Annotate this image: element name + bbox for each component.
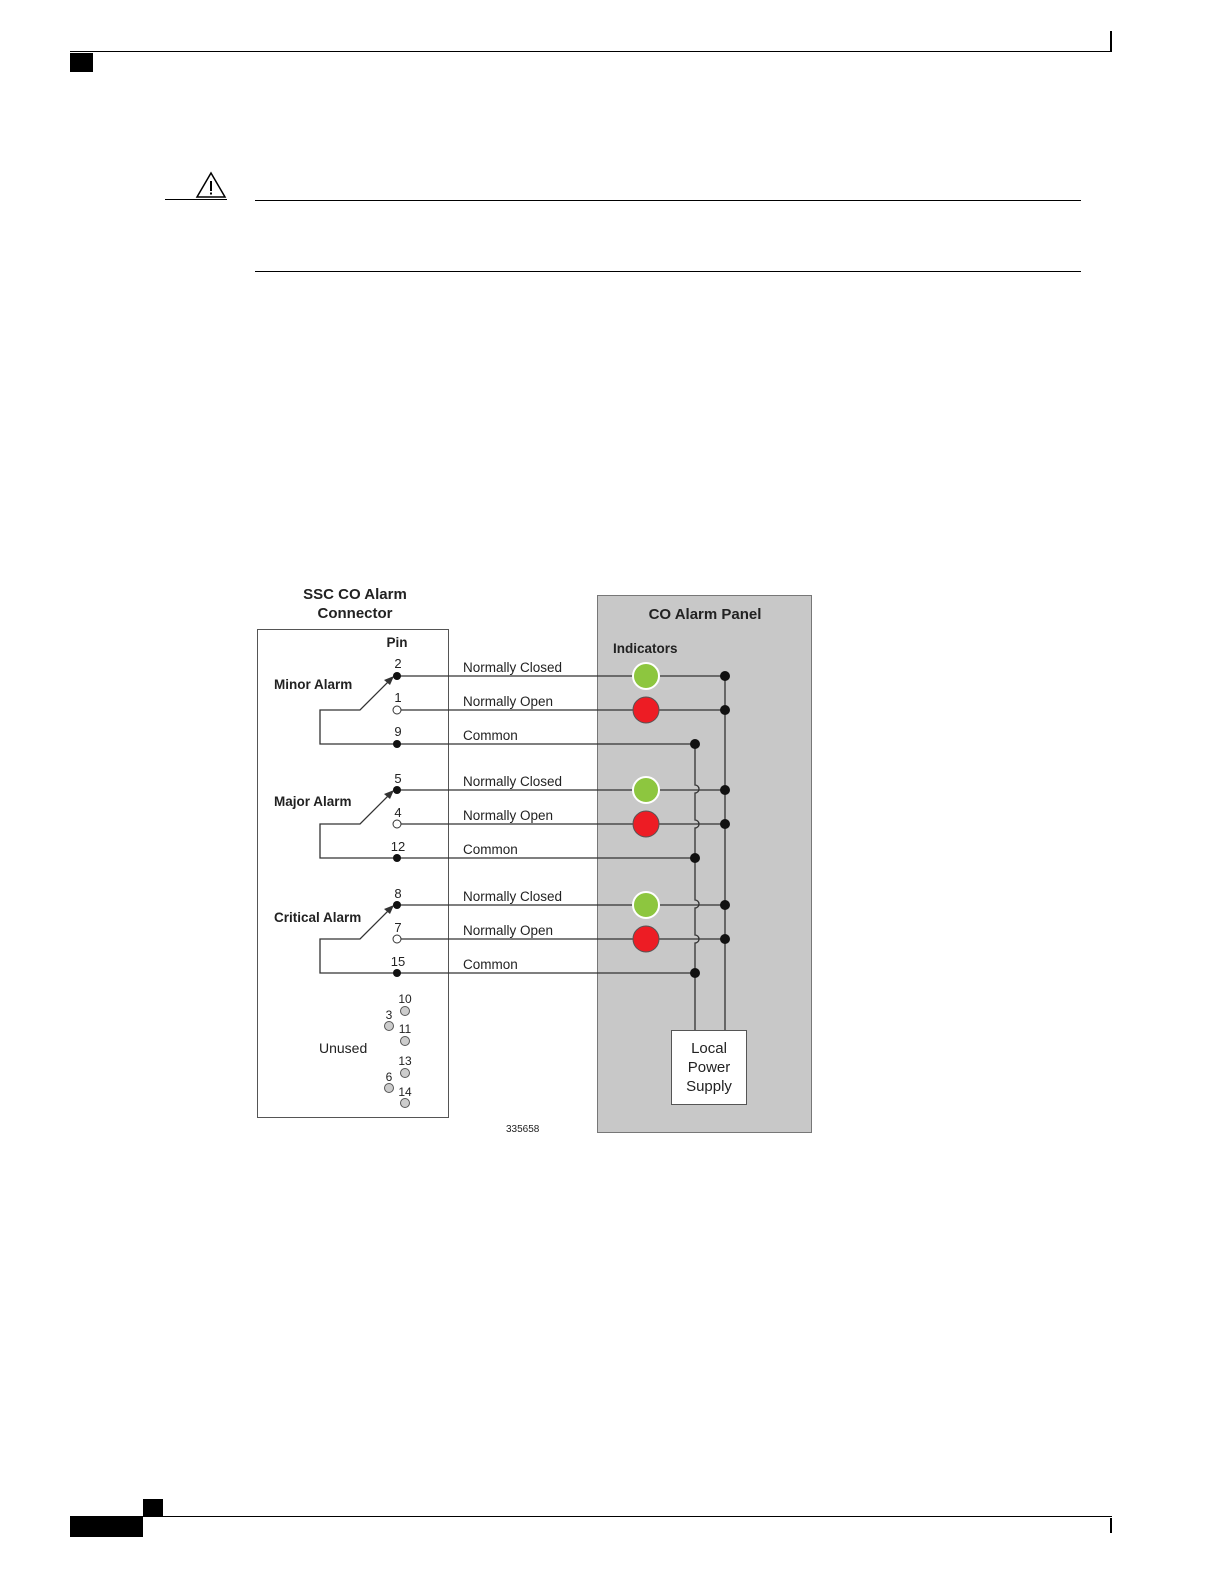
- pin-dot: [393, 786, 401, 794]
- unused-pin-dot: [385, 1084, 394, 1093]
- pin-dot: [393, 854, 401, 862]
- wire-label-normally-open: Normally Open: [463, 694, 554, 709]
- pin-number: 9: [394, 724, 402, 739]
- wire-label-normally-closed: Normally Closed: [463, 774, 563, 789]
- pin-dot: [393, 901, 401, 909]
- figure-id: 335658: [506, 1124, 540, 1135]
- junction-dot: [720, 671, 730, 681]
- pin-number: 12: [390, 839, 406, 854]
- wire-label-common: Common: [463, 957, 518, 972]
- group-label-minor: Minor Alarm: [274, 677, 353, 692]
- indicator-green: [633, 663, 659, 689]
- footer-rule: [70, 1516, 1112, 1517]
- pin-header: Pin: [386, 635, 408, 650]
- panel-title: CO Alarm Panel: [648, 606, 762, 623]
- unused-pin-dot: [385, 1022, 394, 1031]
- power-supply-line3: Supply: [686, 1078, 732, 1095]
- pin-dot: [393, 969, 401, 977]
- wire-label-normally-closed: Normally Closed: [463, 889, 563, 904]
- wire-label-common: Common: [463, 842, 518, 857]
- wire-label-common: Common: [463, 728, 518, 743]
- junction-dot: [720, 705, 730, 715]
- footer-page-block-small: [143, 1499, 163, 1516]
- caution-icon-rule: [165, 199, 227, 200]
- wire-label-normally-open: Normally Open: [463, 808, 554, 823]
- pin-number: 2: [394, 656, 402, 671]
- pin-number: 15: [390, 954, 406, 969]
- junction-dot: [720, 785, 730, 795]
- header-chapter-block: [70, 53, 93, 72]
- unused-label: Unused: [319, 1040, 368, 1056]
- wire-label-normally-open: Normally Open: [463, 923, 554, 938]
- caution-warning-icon: [195, 171, 227, 199]
- wire-label-normally-closed: Normally Closed: [463, 660, 563, 675]
- junction-dot: [720, 819, 730, 829]
- pin-dot-open: [393, 706, 401, 714]
- pin-number: 4: [394, 805, 402, 820]
- indicator-green: [633, 892, 659, 918]
- unused-pin-number: 13: [398, 1054, 412, 1068]
- unused-pin-number: 6: [385, 1070, 393, 1084]
- header-rule: [70, 51, 1112, 52]
- unused-pin-number: 14: [398, 1085, 412, 1099]
- header-tick-mark: [1110, 31, 1112, 52]
- indicator-green: [633, 777, 659, 803]
- caution-top-rule: [255, 200, 1081, 201]
- pin-dot-open: [393, 820, 401, 828]
- pin-dot-open: [393, 935, 401, 943]
- connector-title-line1: SSC CO Alarm: [303, 586, 407, 603]
- pin-number: 8: [394, 886, 402, 901]
- pin-number: 1: [394, 690, 402, 705]
- footer-tick-mark: [1110, 1518, 1112, 1533]
- unused-pin-dot: [401, 1099, 410, 1108]
- indicator-red: [633, 811, 659, 837]
- indicator-red: [633, 697, 659, 723]
- caution-bottom-rule: [255, 271, 1081, 272]
- junction-dot: [690, 853, 700, 863]
- pin-dot: [393, 672, 401, 680]
- junction-dot: [690, 739, 700, 749]
- indicators-label: Indicators: [613, 641, 678, 656]
- group-label-major: Major Alarm: [274, 794, 352, 809]
- unused-pin-number: 3: [385, 1008, 393, 1022]
- unused-pin-number: 10: [398, 992, 412, 1006]
- junction-dot: [720, 934, 730, 944]
- pin-number: 7: [394, 920, 402, 935]
- junction-dot: [720, 900, 730, 910]
- power-supply-line1: Local: [691, 1040, 727, 1057]
- co-alarm-wiring-diagram: [250, 580, 820, 1140]
- footer-page-block: [70, 1517, 143, 1537]
- power-supply-line2: Power: [687, 1059, 731, 1076]
- unused-pin-dot: [401, 1069, 410, 1078]
- unused-pin-number: 11: [398, 1022, 412, 1036]
- pin-dot: [393, 740, 401, 748]
- group-label-critical: Critical Alarm: [274, 910, 362, 925]
- connector-title-line2: Connector: [317, 605, 393, 622]
- unused-pin-dot: [401, 1007, 410, 1016]
- indicator-red: [633, 926, 659, 952]
- junction-dot: [690, 968, 700, 978]
- pin-number: 5: [394, 771, 402, 786]
- unused-pin-dot: [401, 1037, 410, 1046]
